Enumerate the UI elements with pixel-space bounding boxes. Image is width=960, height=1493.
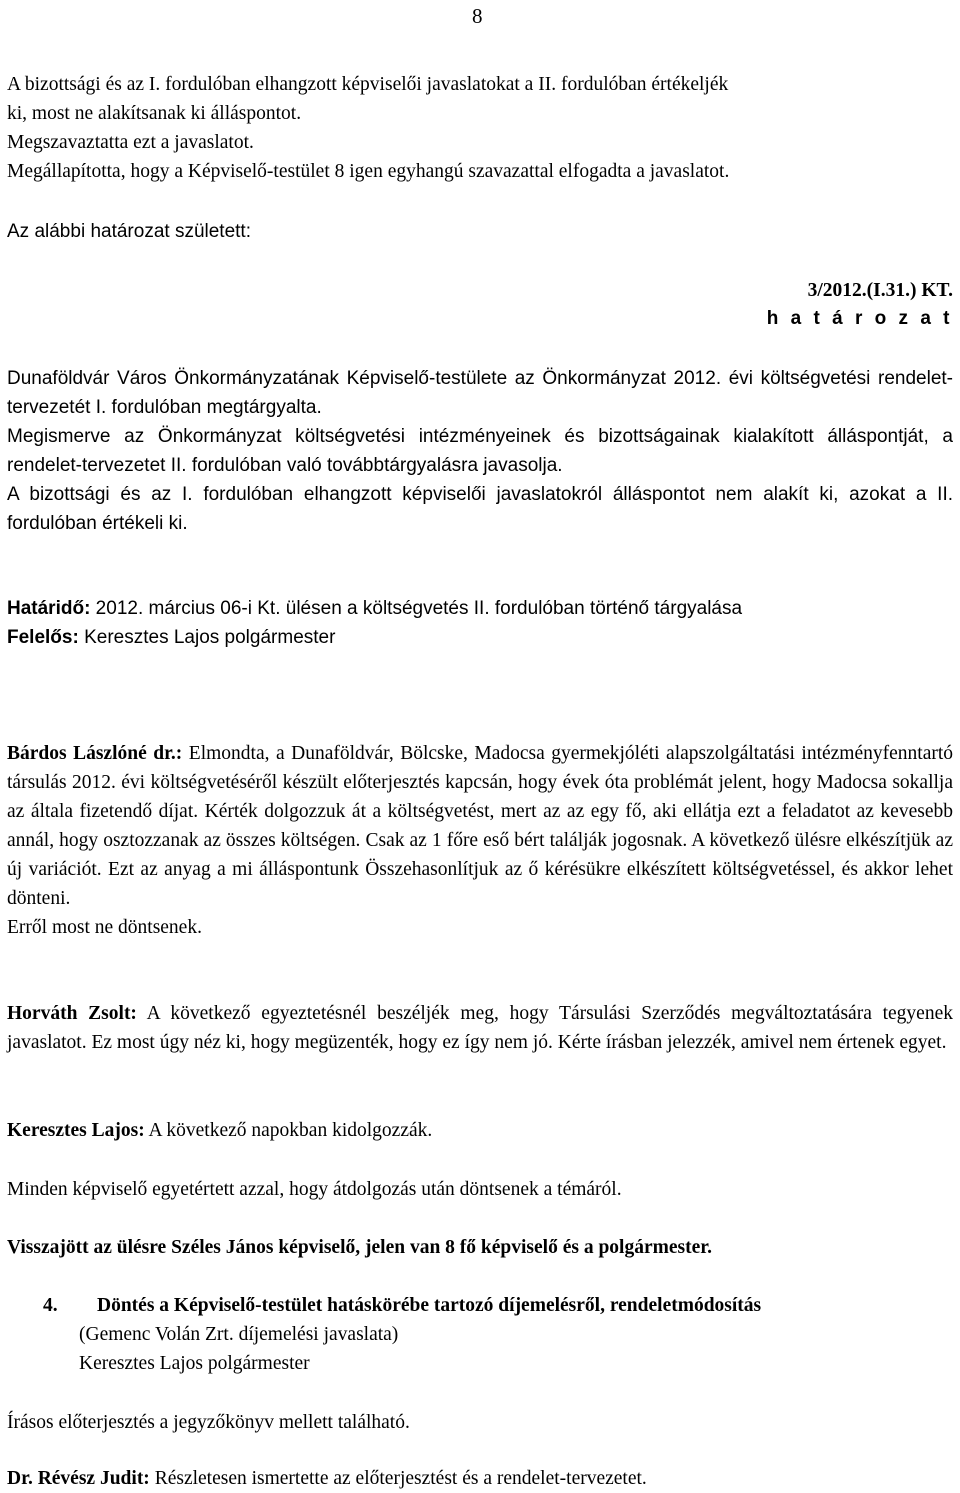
written-text: Írásos előterjesztés a jegyzőkönyv mellett található. <box>7 1412 410 1433</box>
intro-line: Megállapította, hogy a Képviselő-testület 8 igen egyhangú szavazattal elfogadta a javaslatot. <box>7 161 730 182</box>
responsible-text: Keresztes Lajos polgármester <box>78 627 336 648</box>
responsible-line <box>7 623 335 652</box>
page-number: 8 <box>472 4 483 28</box>
agenda-title: Döntés a Képviselő-testület hatáskörébe tartozó díjemelésről, rendeletmódosítás <box>97 1295 762 1316</box>
resolution-label: h a t á r o z a t <box>766 308 953 329</box>
speaker-name: Keresztes Lajos: <box>7 1120 145 1141</box>
intro-block <box>7 70 953 186</box>
revesz-paragraph <box>7 1464 647 1493</box>
horvath-paragraph <box>7 999 953 1057</box>
deadline-line <box>7 594 742 623</box>
intro-line: Megszavaztatta ezt a javaslatot. <box>7 132 254 153</box>
intro-line: A bizottsági és az I. fordulóban elhangzott képviselői javaslatokat a II. fordulóban értékeljék <box>7 74 729 95</box>
speaker-name: Dr. Révész Judit: <box>7 1468 150 1489</box>
speech-text: A következő egyeztetésnél beszéljék meg, hogy Társulási Szerződés megváltoztatására tegyenek javaslatot. Ez most úgy néz ki, hogy megüzenték, hogy ez így nem jó. Kérte írásban jelezzék, amivel nem értenek egyet. <box>7 1003 953 1053</box>
speech-text: A következő napokban kidolgozzák. <box>144 1120 433 1141</box>
resolution-line: Dunaföldvár Város Önkormányzatának Képviselő-testülete az Önkormányzat 2012. évi költségvetési rendelet-tervezetét I. fordulóban megtárgyalta. <box>7 368 953 418</box>
resolution-line: A bizottsági és az I. fordulóban elhangzott képviselői javaslatokról álláspontot nem alakít ki, azokat a II. fordulóban értékeli ki. <box>7 484 953 534</box>
deadline-label: Határidő: <box>7 598 91 619</box>
born-text: Az alábbi határozat született: <box>7 221 251 242</box>
return-text: Visszajött az ülésre Széles János képviselő, jelen van 8 fő képviselő és a polgármester. <box>7 1237 712 1258</box>
bardos-paragraph <box>7 739 953 942</box>
resolution-line: Megismerve az Önkormányzat költségvetési intézményeinek és bizottságainak kialakított álláspontját, a rendelet-tervezetet II. fordulóban való továbbtárgyalásra javasolja. <box>7 426 953 476</box>
resolution-body <box>7 364 953 538</box>
speaker-name: Bárdos Lászlóné dr.: <box>7 743 183 764</box>
agenda-number: 4. <box>43 1295 58 1316</box>
speaker-name: Horváth Zsolt: <box>7 1003 137 1024</box>
agenda-item-4 <box>7 1291 953 1378</box>
speech-last-line: Erről most ne döntsenek. <box>7 917 202 938</box>
agenda-subtitle: (Gemenc Volán Zrt. díjemelési javaslata) <box>79 1324 399 1345</box>
agree-text: Minden képviselő egyetértett azzal, hogy átdolgozás után döntsenek a témáról. <box>7 1179 622 1200</box>
speech-text: Részletesen ismertette az előterjesztést és a rendelet-tervezetet. <box>149 1468 647 1489</box>
deadline-text: 2012. március 06-i Kt. ülésen a költségvetés II. fordulóban történő tárgyalása <box>90 598 743 619</box>
speech-text: Elmondta, a Dunaföldvár, Bölcske, Madocsa gyermekjóléti alapszolgáltatási intézményfenntartó társulás 2012. évi költségvetéséről készült előterjesztés kapcsán, hogy évek óta problémát jelent, hogy Madocsa sokallja az általa fizetendő díjat. Kérték dolgozzuk át a költségvetést, mert az az egy fő, aki ellátja ezt a feladatot az kevesebb annál, hogy osztozzanak az összes költségen. Csak az 1 főre eső bért találják jogosnak. A következő ülésre elkészítjük az új variációt. Ezt az anyag a mi álláspontunk Összehasonlítjuk az ő kérésükre elkészített költségvetéssel, és akkor lehet dönteni. <box>7 743 954 909</box>
keresztes-paragraph <box>7 1116 432 1145</box>
responsible-label: Felelős: <box>7 627 79 648</box>
agenda-presenter: Keresztes Lajos polgármester <box>79 1353 310 1374</box>
resolution-number: 3/2012.(I.31.) KT. <box>807 280 953 301</box>
intro-line: ki, most ne alakítsanak ki álláspontot. <box>7 103 302 124</box>
